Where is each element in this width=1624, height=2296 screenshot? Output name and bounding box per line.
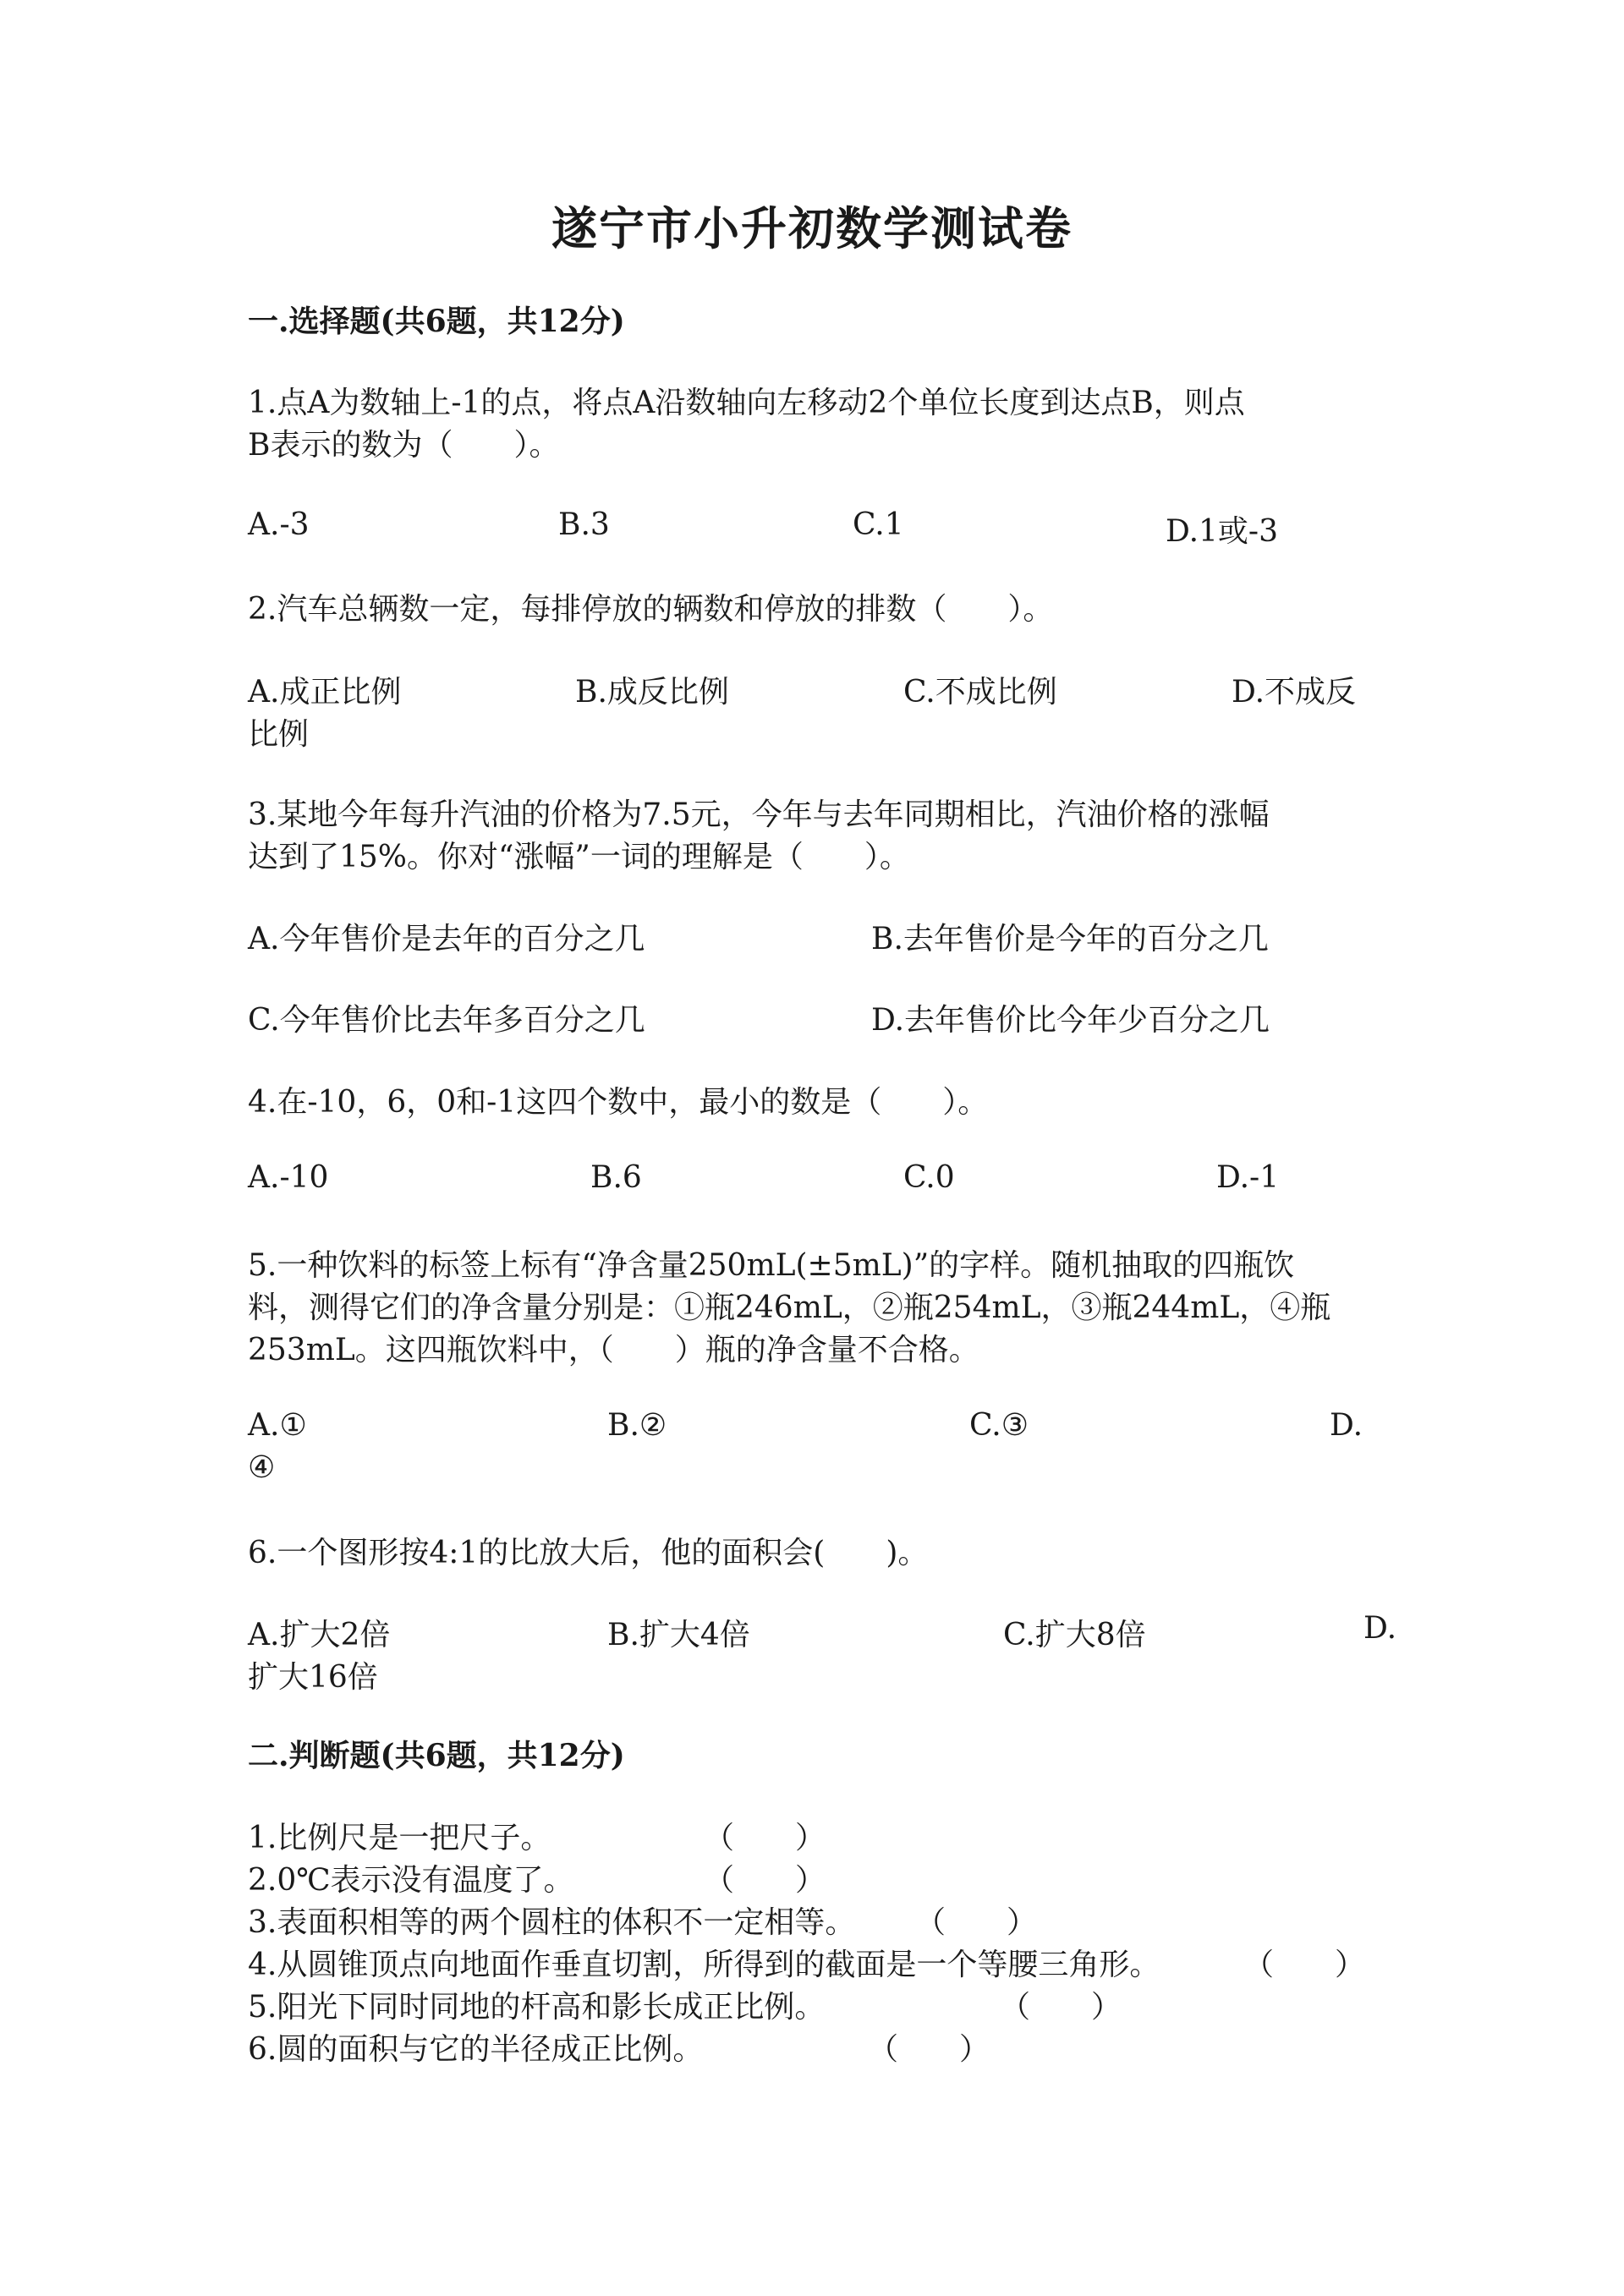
question-3-option-a: A.今年售价是去年的百分之几 xyxy=(248,922,645,956)
question-4-option-b: B.6 xyxy=(590,1160,642,1195)
question-2-option-d: D.不成反 xyxy=(1232,675,1357,710)
judge-item-6-answer-blank: （ ） xyxy=(868,2032,990,2067)
question-4-option-c: C.0 xyxy=(903,1160,955,1195)
page-title: 遂宁市小升初数学测试卷 xyxy=(551,201,1073,255)
question-5-option-b: B.② xyxy=(607,1408,667,1443)
question-1-option-b: B.3 xyxy=(558,507,610,542)
question-2-option-a: A.成正比例 xyxy=(248,675,402,710)
judge-item-4: 4.从圆锥顶点向地面作垂直切割，所得到的截面是一个等腰三角形。 xyxy=(248,1948,1160,1982)
question-1-line-1: 1.点A为数轴上-1的点，将点A沿数轴向左移动2个单位长度到达点B，则点 xyxy=(248,386,1245,420)
judge-item-3-answer-blank: （ ） xyxy=(915,1905,1038,1940)
judge-item-2: 2.0℃表示没有温度了。 xyxy=(248,1863,574,1898)
question-5-line-1: 5.一种饮料的标签上标有“净含量250mL(±5mL)”的字样。随机抽取的四瓶饮 xyxy=(248,1248,1295,1283)
question-1-line-2: B表示的数为（ ）。 xyxy=(248,428,560,463)
question-5-option-a: A.① xyxy=(248,1408,307,1443)
question-6-option-b: B.扩大4倍 xyxy=(607,1618,750,1652)
question-2-option-d-wrap: 比例 xyxy=(248,717,310,752)
question-6-line-1: 6.一个图形按4:1的比放大后，他的面积会( )。 xyxy=(248,1536,929,1570)
question-4-option-a: A.-10 xyxy=(248,1160,329,1195)
question-1-option-a: A.-3 xyxy=(248,507,310,542)
judge-item-1: 1.比例尺是一把尺子。 xyxy=(248,1821,551,1855)
judge-item-1-answer-blank: （ ） xyxy=(704,1821,826,1855)
question-3-line-1: 3.某地今年每升汽油的价格为7.5元，今年与去年同期相比，汽油价格的涨幅 xyxy=(248,797,1270,832)
question-6-option-d: D. xyxy=(1363,1611,1397,1646)
question-5-option-d-wrap: ④ xyxy=(248,1450,276,1485)
judge-item-4-answer-blank: （ ） xyxy=(1243,1948,1366,1982)
question-5-option-c: C.③ xyxy=(969,1408,1029,1443)
judge-item-6: 6.圆的面积与它的半径成正比例。 xyxy=(248,2032,704,2067)
judge-item-2-answer-blank: （ ） xyxy=(704,1863,826,1898)
question-3-option-d: D.去年售价比今年少百分之几 xyxy=(871,1003,1270,1038)
question-4-line-1: 4.在-10，6，0和-1这四个数中，最小的数是（ ）。 xyxy=(248,1085,989,1120)
question-6-option-d-wrap: 扩大16倍 xyxy=(248,1660,378,1695)
section-heading-judge: 二.判断题(共6题，共12分) xyxy=(248,1738,625,1773)
question-5-option-d: D. xyxy=(1330,1408,1363,1443)
question-1-option-c: C.1 xyxy=(853,507,904,542)
question-3-option-b: B.去年售价是今年的百分之几 xyxy=(871,922,1269,956)
question-3-line-2: 达到了15%。你对“涨幅”一词的理解是（ ）。 xyxy=(248,840,910,874)
question-2-option-c: C.不成比例 xyxy=(903,675,1057,710)
question-2-option-b: B.成反比例 xyxy=(575,675,729,710)
question-2-line-1: 2.汽车总辆数一定，每排停放的辆数和停放的排数（ ）。 xyxy=(248,592,1054,627)
judge-item-5-answer-blank: （ ） xyxy=(1000,1990,1122,2025)
judge-item-3: 3.表面积相等的两个圆柱的体积不一定相等。 xyxy=(248,1905,856,1940)
question-1-option-d: D.1或-3 xyxy=(1166,514,1278,549)
judge-item-5: 5.阳光下同时同地的杆高和影长成正比例。 xyxy=(248,1990,826,2025)
question-6-option-a: A.扩大2倍 xyxy=(248,1618,391,1652)
question-3-option-c: C.今年售价比去年多百分之几 xyxy=(248,1003,645,1038)
question-5-line-2: 料，测得它们的净含量分别是：①瓶246mL，②瓶254mL，③瓶244mL，④瓶 xyxy=(248,1290,1331,1325)
question-5-line-3: 253mL。这四瓶饮料中，（ ）瓶的净含量不合格。 xyxy=(248,1333,979,1367)
section-heading-choice: 一.选择题(共6题，共12分) xyxy=(248,304,625,339)
question-4-option-d: D.-1 xyxy=(1216,1160,1280,1195)
question-6-option-c: C.扩大8倍 xyxy=(1003,1618,1146,1652)
